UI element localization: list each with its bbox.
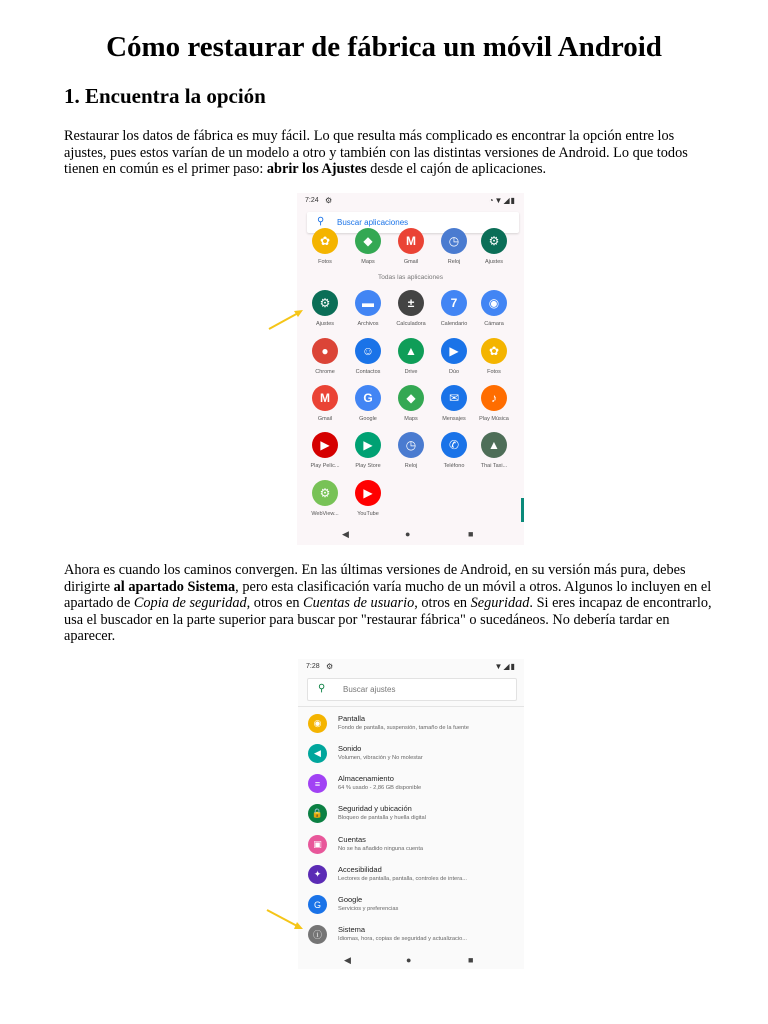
settings-search-placeholder: Buscar ajustes xyxy=(343,685,396,694)
para2-text-c: , otros en xyxy=(246,595,304,612)
page-title: Cómo restaurar de fábrica un móvil Android xyxy=(106,31,662,63)
settings-item-title: Almacenamiento xyxy=(338,774,394,783)
home-icon[interactable]: ● xyxy=(405,529,411,539)
status-bar xyxy=(298,659,524,675)
app-label: Ajustes xyxy=(315,321,335,327)
app-label: Fotos xyxy=(318,259,332,265)
app-icon: ▶ xyxy=(441,338,467,364)
app-thai-taxi[interactable] xyxy=(472,432,516,469)
app-label: WebView... xyxy=(311,511,339,517)
para2-italic-c: Seguridad xyxy=(470,595,530,612)
para2-text-b: , pero esta clasificación varía mucho de un móvil a otros. Algunos lo incluyen en el apartado de xyxy=(64,578,712,612)
app-contactos[interactable] xyxy=(346,338,390,375)
gear-icon: ⚙ xyxy=(326,662,334,671)
back-icon[interactable]: ◀ xyxy=(342,529,349,539)
settings-screenshot xyxy=(298,659,524,969)
settings-item-accesibilidad[interactable] xyxy=(298,863,524,893)
settings-item-icon: ⓘ xyxy=(308,925,327,944)
settings-item-subtitle: Bloqueo de pantalla y huella digital xyxy=(338,815,426,821)
app-fotos[interactable] xyxy=(472,338,516,375)
app-mensajes[interactable] xyxy=(432,385,476,422)
app-icon: M xyxy=(312,385,338,411)
app-calculadora[interactable] xyxy=(389,290,433,327)
app-label: Drive xyxy=(404,369,418,375)
settings-item-subtitle: Servicios y preferencias xyxy=(338,906,399,912)
app-label: Google xyxy=(359,416,377,422)
gear-icon: ⚙ xyxy=(325,196,333,205)
app-maps[interactable] xyxy=(389,385,433,422)
para2-italic-b: Cuentas de usuario xyxy=(303,595,415,612)
all-apps-title: Todas las aplicaciones xyxy=(377,274,444,281)
app-icon: ◷ xyxy=(398,432,424,458)
settings-item-pantalla[interactable] xyxy=(298,712,524,742)
app-label: Gmail xyxy=(317,416,333,422)
app-label: Fotos xyxy=(487,369,501,375)
app-reloj[interactable] xyxy=(389,432,433,469)
divider xyxy=(298,706,524,707)
para2-text-a: Ahora es cuando los caminos convergen. En las últimas versiones de Android, en su versión más pura, debes dirigirte xyxy=(64,562,686,595)
settings-item-sistema[interactable] xyxy=(298,923,524,953)
app-label: YouTube xyxy=(357,511,379,517)
settings-item-icon: ◀ xyxy=(308,744,327,763)
status-time: 7:28 xyxy=(306,663,320,670)
app-icon: ◉ xyxy=(481,290,507,316)
app-label: Archivos xyxy=(357,321,379,327)
app-drawer-screenshot xyxy=(297,193,524,545)
settings-search-bar[interactable] xyxy=(307,678,517,701)
app-youtube[interactable] xyxy=(346,480,390,517)
app-icon: ⚙ xyxy=(312,290,338,316)
settings-item-title: Pantalla xyxy=(338,714,366,723)
scrollbar-thumb[interactable] xyxy=(521,498,524,522)
settings-item-icon: ▣ xyxy=(308,835,327,854)
app-icon: G xyxy=(355,385,381,411)
app-label: Play Música xyxy=(479,416,509,422)
app-webview[interactable] xyxy=(303,480,347,517)
settings-item-icon: ≡ xyxy=(308,774,327,793)
settings-item-icon: G xyxy=(308,895,327,914)
settings-item-cuentas[interactable] xyxy=(298,833,524,863)
settings-item-subtitle: No se ha añadido ninguna cuenta xyxy=(338,846,424,852)
app-reloj[interactable] xyxy=(432,234,476,265)
app-label: Ajustes xyxy=(484,259,504,265)
nav-bar xyxy=(297,525,524,545)
para1-text-end: desde el cajón de aplicaciones. xyxy=(366,161,547,178)
app-google[interactable] xyxy=(346,385,390,422)
app-icon: ✆ xyxy=(441,432,467,458)
app-d-o[interactable] xyxy=(432,338,476,375)
settings-item-google[interactable] xyxy=(298,893,524,923)
app-icon: ✉ xyxy=(441,385,467,411)
app-icon: ⚙ xyxy=(312,480,338,506)
signal-wifi-battery-icon: ◔▼◢▮ xyxy=(488,196,516,205)
app-icon: M xyxy=(398,228,424,254)
app-play-m-sica[interactable] xyxy=(472,385,516,422)
app-icon: ◆ xyxy=(398,385,424,411)
app-icon: ◆ xyxy=(355,228,381,254)
app-icon: ⚙ xyxy=(481,228,507,254)
app-icon: ▲ xyxy=(398,338,424,364)
app-play-store[interactable] xyxy=(346,432,390,469)
app-label: Play Pelíc... xyxy=(310,463,340,469)
app-archivos[interactable] xyxy=(346,290,390,327)
search-icon: ⚲ xyxy=(318,683,326,694)
status-time: 7:24 xyxy=(305,197,319,204)
app-icon: ✿ xyxy=(481,338,507,364)
settings-item-title: Sonido xyxy=(338,744,362,753)
app-icon: ✿ xyxy=(312,228,338,254)
para2-italic-a: Copia de seguridad xyxy=(133,595,247,612)
app-icon: ♪ xyxy=(481,385,507,411)
app-label: Chrome xyxy=(315,369,335,375)
settings-item-subtitle: Volumen, vibración y No molestar xyxy=(338,755,423,761)
app-label: Gmail xyxy=(403,259,419,265)
settings-item-title: Cuentas xyxy=(338,835,366,844)
app-c-mara[interactable] xyxy=(472,290,516,327)
para1-bold: abrir los Ajustes xyxy=(266,161,367,178)
app-ajustes[interactable] xyxy=(303,290,347,327)
app-gmail[interactable] xyxy=(303,385,347,422)
paragraph-intro xyxy=(64,128,714,178)
section-heading: 1. Encuentra la opción xyxy=(64,84,266,108)
status-bar xyxy=(297,193,524,209)
app-label: Calculadora xyxy=(396,321,426,327)
paragraph-system xyxy=(64,562,714,645)
settings-item-subtitle: Fondo de pantalla, suspensión, tamaño de la fuente xyxy=(338,725,469,731)
app-icon: ◷ xyxy=(441,228,467,254)
settings-item-subtitle: Idiomas, hora, copias de seguridad y actualizacio... xyxy=(338,936,467,942)
app-icon: ▶ xyxy=(355,480,381,506)
settings-item-sonido[interactable] xyxy=(298,742,524,772)
app-icon: ▬ xyxy=(355,290,381,316)
arrow-icon xyxy=(266,307,306,333)
app-label: Thai Taxi... xyxy=(480,463,508,469)
home-icon[interactable]: ● xyxy=(406,955,412,965)
settings-item-title: Google xyxy=(338,895,363,904)
back-icon[interactable]: ◀ xyxy=(344,955,351,965)
para1-text: Restaurar los datos de fábrica es muy fácil. Lo que resulta más complicado es encontrar la opción entre los ajustes, pues estos varían de un modelo a otro y también con las distintas versiones de Android. Lo que todos tienen en común es el primer paso: xyxy=(64,128,688,178)
app-icon: 7 xyxy=(441,290,467,316)
para2-text-d: , otros en xyxy=(414,595,471,612)
app-label: Reloj xyxy=(447,259,461,265)
settings-item-seguridad-y-ubicaci-n[interactable] xyxy=(298,802,524,832)
app-icon: ▶ xyxy=(355,432,381,458)
app-label: Maps xyxy=(404,416,418,422)
app-label: Teléfono xyxy=(443,463,465,469)
settings-item-title: Seguridad y ubicación xyxy=(338,804,412,813)
settings-item-subtitle: 64 % usado - 2,86 GB disponible xyxy=(338,785,422,791)
app-gmail[interactable] xyxy=(389,234,433,265)
arrow-icon xyxy=(264,907,306,933)
app-label: Dúo xyxy=(448,369,460,375)
app-play-pel-c[interactable] xyxy=(303,432,347,469)
settings-item-icon: ✦ xyxy=(308,865,327,884)
app-icon: ☺ xyxy=(355,338,381,364)
para2-bold: al apartado Sistema xyxy=(113,578,236,595)
app-icon: ± xyxy=(398,290,424,316)
settings-item-subtitle: Lectores de pantalla, pantalla, controles de intera... xyxy=(338,876,467,882)
settings-item-title: Sistema xyxy=(338,925,366,934)
app-fotos[interactable] xyxy=(303,234,347,265)
settings-item-icon: 🔒 xyxy=(308,804,327,823)
app-calendario[interactable] xyxy=(432,290,476,327)
app-ajustes[interactable] xyxy=(472,234,516,265)
app-label: Play Store xyxy=(355,463,381,469)
app-icon: ▶ xyxy=(312,432,338,458)
app-label: Mensajes xyxy=(442,416,466,422)
app-label: Reloj xyxy=(404,463,418,469)
settings-item-icon: ◉ xyxy=(308,714,327,733)
nav-bar xyxy=(298,951,524,969)
app-tel-fono[interactable] xyxy=(432,432,476,469)
app-maps[interactable] xyxy=(346,234,390,265)
settings-item-almacenamiento[interactable] xyxy=(298,772,524,802)
app-label: Cámara xyxy=(484,321,504,327)
app-chrome[interactable] xyxy=(303,338,347,375)
app-label: Contactos xyxy=(355,369,381,375)
app-icon: ● xyxy=(312,338,338,364)
recents-icon[interactable]: ■ xyxy=(468,955,474,965)
wifi-signal-battery-icon: ▼◢▮ xyxy=(494,662,516,671)
search-icon: ⚲ xyxy=(317,216,325,227)
recents-icon[interactable]: ■ xyxy=(468,529,474,539)
settings-item-title: Accesibilidad xyxy=(338,865,382,874)
app-icon: ▲ xyxy=(481,432,507,458)
app-label: Maps xyxy=(361,259,375,265)
app-search-placeholder: Buscar aplicaciones xyxy=(337,218,409,227)
app-drive[interactable] xyxy=(389,338,433,375)
para2-text-e: . Si eres incapaz de encontrarlo, usa el buscador en la parte superior para buscar por "restaurar fábrica" o sucedáneos. No debería tardar en aparecer. xyxy=(64,595,712,645)
app-label: Calendario xyxy=(440,321,468,327)
